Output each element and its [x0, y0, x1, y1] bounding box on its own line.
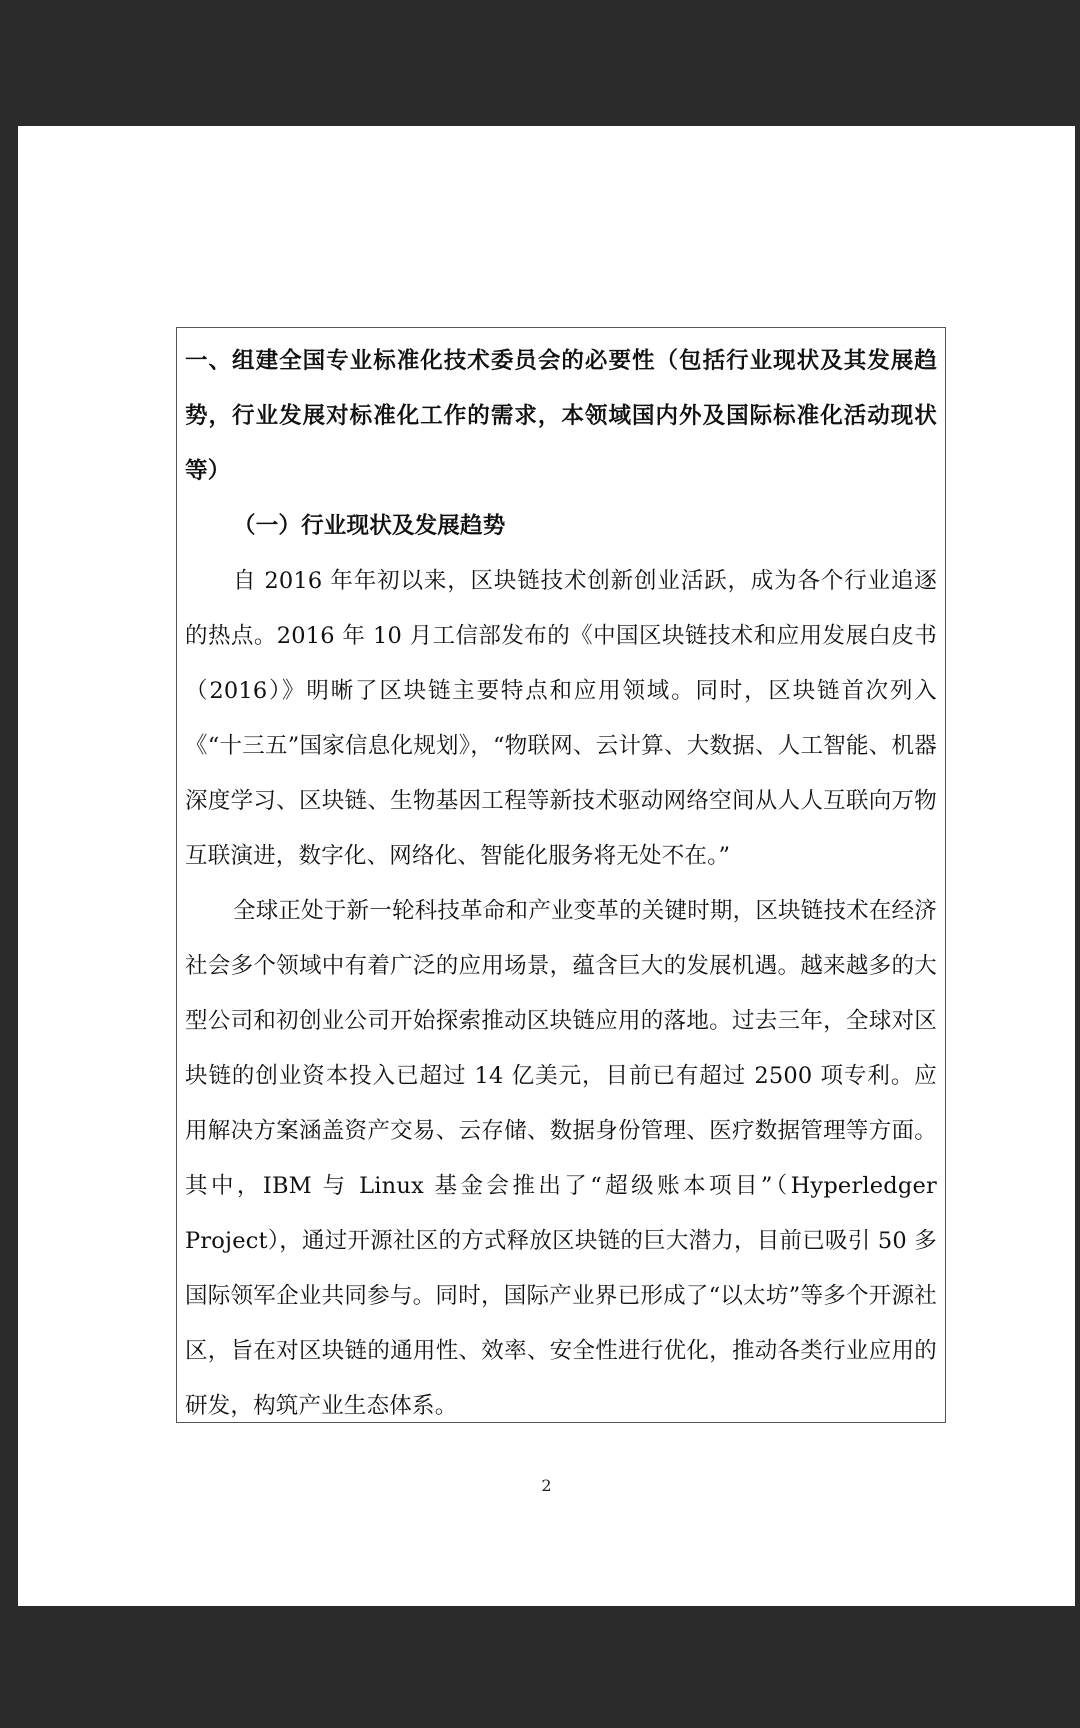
- paragraph-1: 自 2016 年年初以来，区块链技术创新创业活跃，成为各个行业追逐的热点。2016 年 10 月工信部发布的《中国区块链技术和应用发展白皮书（2016）》明晰了区块链主要特点和应用领域。同时，区块链首次列入《“十三五”国家信息化规划》，“物联网、云计算、大数据、人工智能、机器深度学习、区块链、生物基因工程等新技术驱动网络空间从人人互联向万物互联演进，数字化、网络化、智能化服务将无处不在。”: [185, 568, 937, 869]
- subsection-heading: （一）行业现状及发展趋势: [233, 513, 506, 539]
- paragraph-2: 全球正处于新一轮科技革命和产业变革的关键时期，区块链技术在经济社会多个领域中有着广泛的应用场景，蕴含巨大的发展机遇。越来越多的大型公司和初创业公司开始探索推动区块链应用的落地。过去三年，全球对区块链的创业资本投入已超过 14 亿美元，目前已有超过 2500 项专利。应用解决方案涵盖资产交易、云存储、数据身份管理、医疗数据管理等方面。其中，IBM 与 Linux 基金会推出了“超级账本项目”（Hyperledger Project），通过开源社区的方式释放区块链的巨大潜力，目前已吸引 50 多国际领军企业共同参与。同时，国际产业界已形成了“以太坊”等多个开源社区，旨在对区块链的通用性、效率、安全性进行优化，推动各类行业应用的研发，构筑产业生态体系。: [185, 898, 937, 1419]
- section-heading: 一、组建全国专业标准化技术委员会的必要性（包括行业现状及其发展趋势，行业发展对标准化工作的需求，本领域国内外及国际标准化活动现状等）: [185, 348, 937, 484]
- content-frame: [176, 327, 946, 1423]
- document-page: [18, 126, 1075, 1606]
- page-number: 2: [541, 1476, 552, 1495]
